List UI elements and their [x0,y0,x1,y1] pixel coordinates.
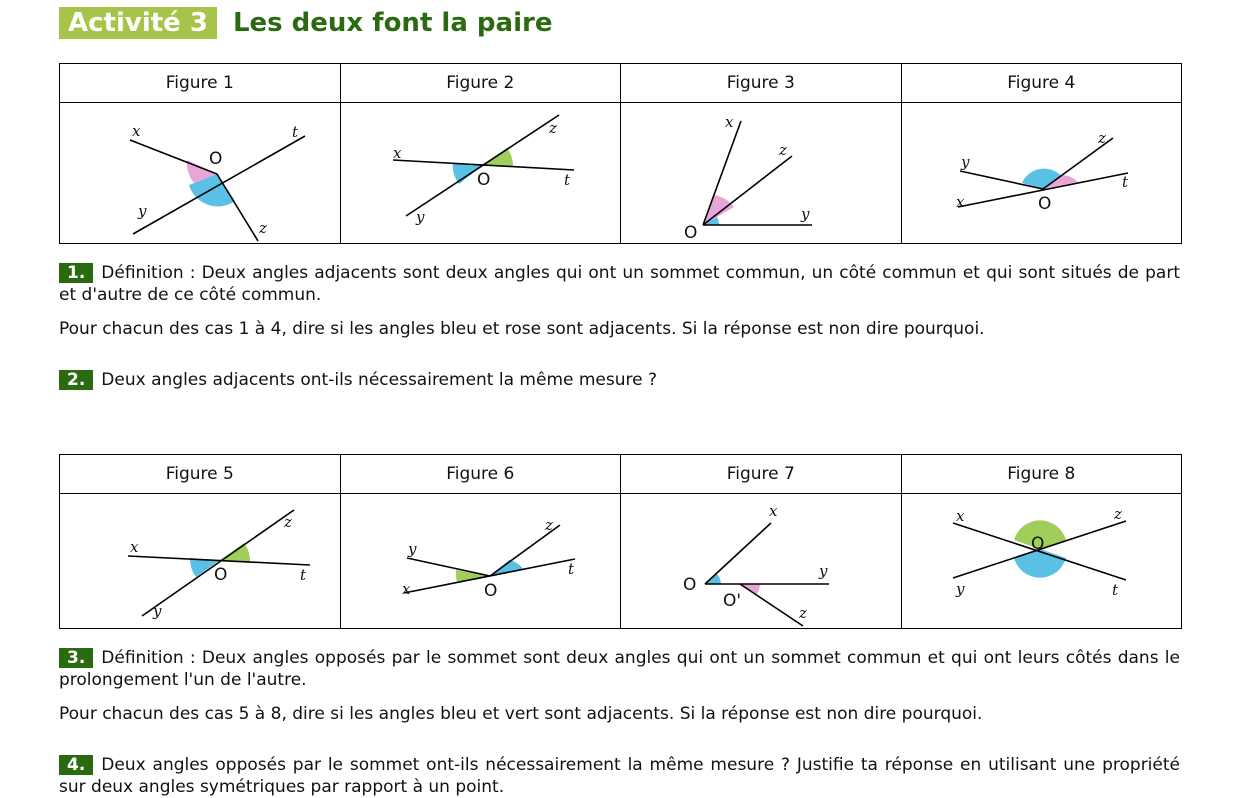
label-y: y [955,580,964,598]
question-2 [59,369,1180,391]
label-y: y [407,540,416,558]
label-z: z [548,119,557,137]
figure-1 [60,103,341,244]
label-x: x [130,538,139,556]
figures-table-1 [59,63,1182,244]
label-o: O [683,575,697,595]
figure-1-drawing [60,103,340,243]
figure-2-header: Figure 2 [340,64,621,103]
green-angle [483,148,513,167]
question-2-text: Deux angles adjacents ont-ils nécessairement la même mesure ? [101,370,658,390]
figure-8 [901,494,1182,629]
line-yz [406,115,559,216]
figure-6-drawing [341,494,621,628]
label-x: x [401,580,410,598]
label-t: t [1111,581,1118,599]
figure-8-header: Figure 8 [901,455,1182,494]
label-z: z [1097,129,1106,147]
label-x: x [392,144,401,162]
figure-4-header: Figure 4 [901,64,1182,103]
question-1-text: Définition : Deux angles adjacents sont deux angles qui ont un sommet commun, un côté commun et qui sont situés de part et d'autre de ce côté commun. [59,263,1180,305]
figure-3 [621,103,902,244]
label-y: y [801,205,810,223]
question-4-number: 4. [59,755,93,775]
label-y: y [138,202,147,220]
question-3-text: Définition : Deux angles opposés par le sommet sont deux angles qui ont un sommet commun et qui ont leurs côtés dans le prolongement l'un de l'autre. [59,648,1180,690]
question-1-number: 1. [59,263,93,283]
label-z: z [779,141,787,159]
ray-oy [407,558,490,576]
label-o: O [214,565,228,585]
label-o-prime: O' [723,591,742,611]
figure-2-drawing [341,103,621,243]
figure-1-header: Figure 1 [60,64,341,103]
label-t: t [300,566,307,584]
label-t: t [292,123,299,141]
ray-oz [217,174,258,241]
label-y: y [415,208,424,226]
figure-7 [621,494,902,629]
activity-header [59,6,552,40]
question-3 [59,647,1180,691]
figures-table-2 [59,454,1182,629]
question-3-number: 3. [59,648,93,668]
figure-7-header: Figure 7 [621,455,902,494]
label-o: O [1037,194,1051,214]
question-1 [59,262,1180,306]
label-x: x [955,507,964,525]
figure-2 [340,103,621,244]
label-z: z [259,219,267,237]
label-y: y [153,602,162,620]
label-o: O [476,170,490,190]
label-z: z [1113,505,1122,523]
figure-5-drawing [60,494,340,628]
ray-oz [740,584,803,626]
ray-ox [705,523,771,584]
label-y: y [819,562,828,580]
question-4-text: Deux angles opposés par le sommet ont-ils nécessairement la même mesure ? Justifie ta réponse en utilisant une propriété sur deux angles symétriques par rapport à un point. [59,755,1180,797]
label-x: x [725,113,734,131]
figure-6-header: Figure 6 [340,455,621,494]
label-t: t [1121,173,1128,191]
figure-3-drawing [621,103,901,243]
label-o: O [483,581,497,601]
figure-4 [901,103,1182,244]
question-3-followup: Pour chacun des cas 5 à 8, dire si les angles bleu et vert sont adjacents. Si la réponse est non dire pourquoi. [59,704,983,724]
label-z: z [284,513,292,531]
ray-ox [130,140,217,174]
question-2-number: 2. [59,370,93,390]
figure-5-header: Figure 5 [60,455,341,494]
activity-badge: Activité 3 [59,7,217,39]
figure-6 [340,494,621,629]
label-o: O [684,223,698,243]
figure-7-drawing [621,494,901,628]
label-z: z [544,516,553,534]
label-x: x [132,122,141,140]
question-1-followup: Pour chacun des cas 1 à 4, dire si les angles bleu et rose sont adjacents. Si la réponse est non dire pourquoi. [59,319,985,339]
figure-5 [60,494,341,629]
figure-3-header: Figure 3 [621,64,902,103]
label-o: O [209,149,223,169]
label-x: x [769,502,778,520]
figure-4-drawing [902,103,1182,243]
label-y: y [960,153,969,171]
label-o: O [1030,534,1044,554]
blue-angle [490,560,524,576]
label-x: x [955,193,964,211]
label-z: z [799,604,807,622]
figure-8-drawing [902,494,1182,628]
activity-title: Les deux font la paire [232,8,553,38]
label-t: t [567,560,574,578]
line-xt [128,556,310,565]
label-t: t [563,171,570,189]
question-4 [59,754,1180,798]
